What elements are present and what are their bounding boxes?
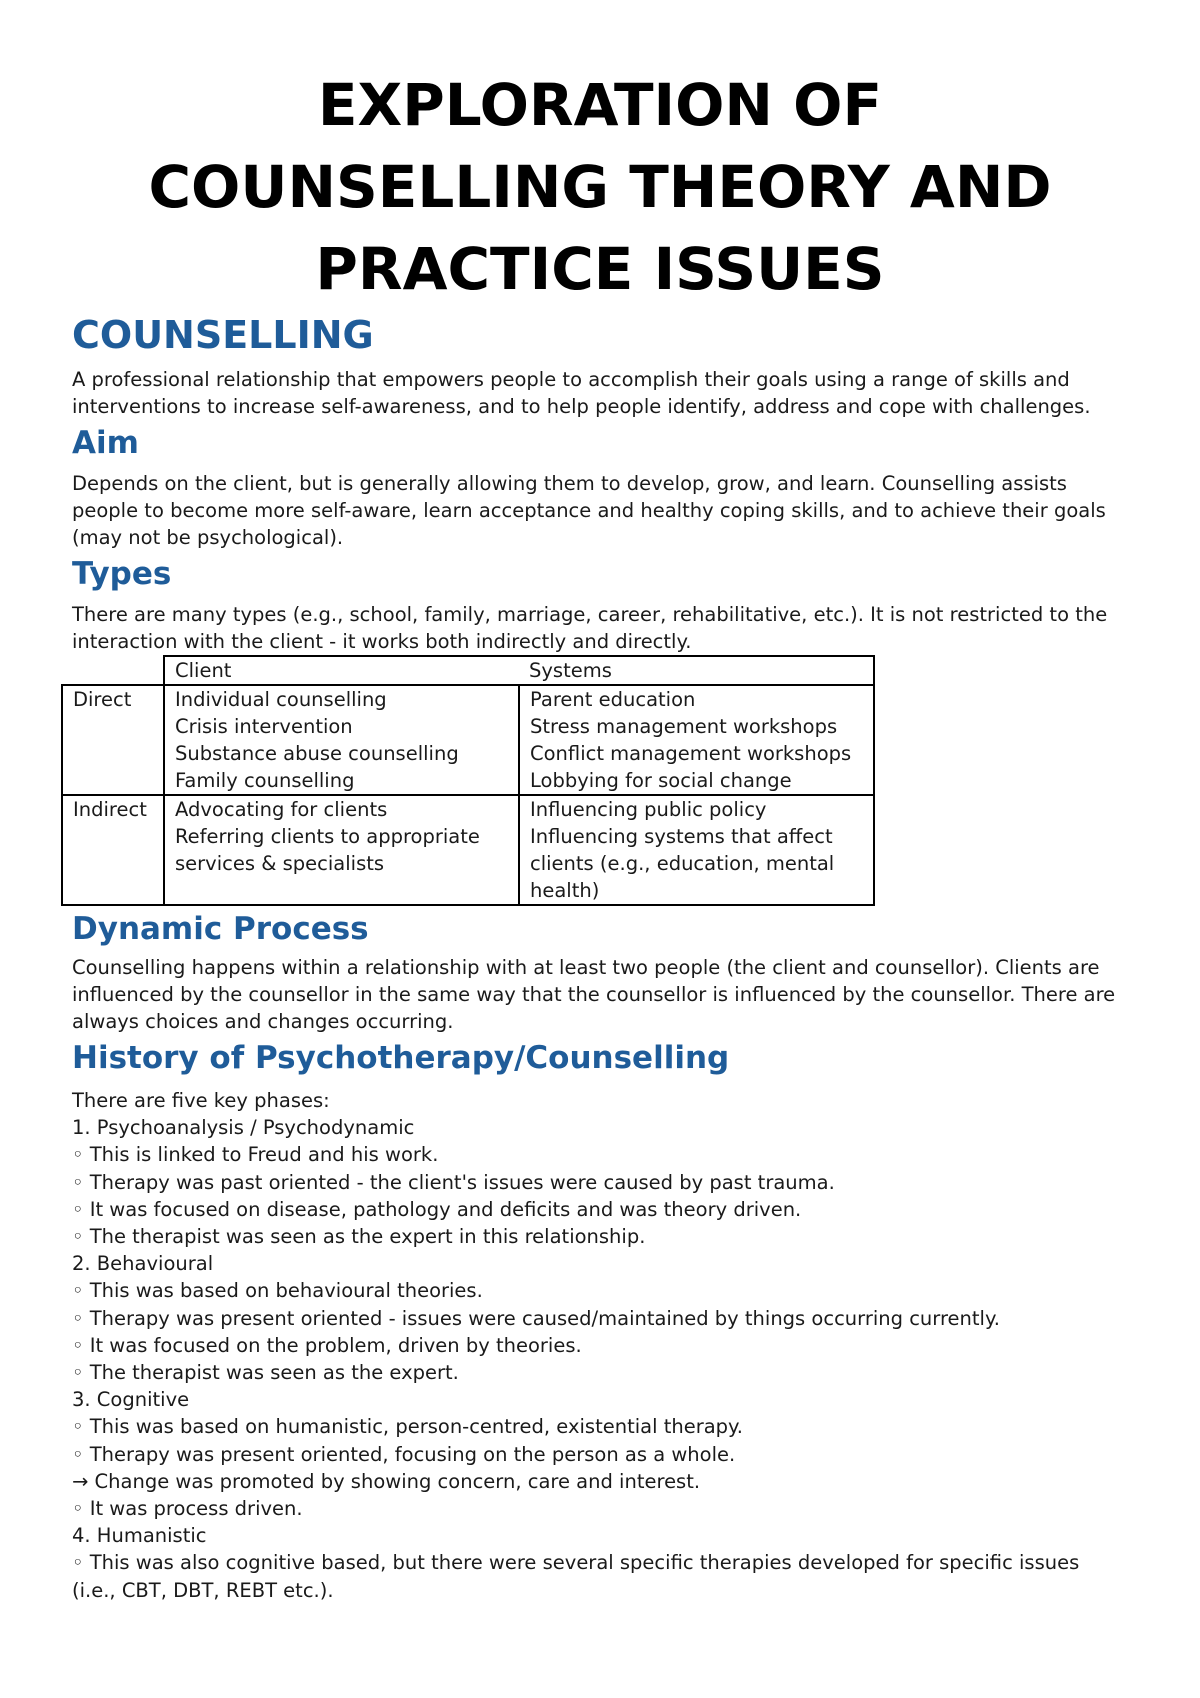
list-item: There are five key phases: xyxy=(72,1089,330,1112)
list-item: 1. Psychoanalysis / Psychodynamic xyxy=(72,1116,415,1140)
history-list xyxy=(72,1087,1128,1604)
list-item: ◦ This was based on behavioural theories. xyxy=(72,1279,483,1303)
heading-history: History of Psychotherapy/Counselling xyxy=(72,1040,730,1076)
column-header-systems: Systems xyxy=(519,656,874,685)
list-item: ◦ Therapy was past oriented - the client's issues were caused by past trauma. xyxy=(72,1170,835,1194)
direct-systems-cell xyxy=(519,685,874,795)
cell-line: Crisis intervention xyxy=(175,715,353,738)
cell-line: Lobbying for social change xyxy=(530,769,792,792)
list-item: (i.e., CBT, DBT, REBT etc.). xyxy=(72,1578,334,1602)
list-item: 4. Humanistic xyxy=(72,1524,207,1548)
list-item: ◦ The therapist was seen as the expert in this relationship. xyxy=(72,1225,646,1249)
table-corner-cell xyxy=(62,656,164,685)
cell-line: Family counselling xyxy=(175,769,355,792)
types-table-header xyxy=(62,656,874,685)
cell-line: Referring clients to appropriate services & specialists xyxy=(175,825,480,875)
cell-line: Stress management workshops xyxy=(530,715,838,738)
document-title xyxy=(72,0,1128,310)
cell-line: Influencing systems that affect clients (e.g., education, mental health) xyxy=(530,825,835,902)
list-item: 2. Behavioural xyxy=(72,1252,214,1276)
cell-line: Substance abuse counselling xyxy=(175,742,459,765)
title-line: COUNSELLING THEORY AND xyxy=(148,153,1052,221)
cell-line: Individual counselling xyxy=(175,688,387,711)
counselling-text: A professional relationship that empowers people to accomplish their goals using a range of skills and interventions to increase self-awareness, and to help people identify, address and cope with challenges. xyxy=(72,368,1091,418)
row-label-indirect: Indirect xyxy=(62,795,164,905)
list-item: ◦ It was focused on the problem, driven by theories. xyxy=(72,1333,582,1357)
aim-text: Depends on the client, but is generally allowing them to develop, grow, and learn. Counselling assists people to become more self-aware, learn acceptance and healthy coping skills, and to achieve their goals (may not be psychological). xyxy=(72,472,1106,549)
types-table xyxy=(61,655,875,906)
heading-aim: Aim xyxy=(72,425,139,461)
cell-line: Parent education xyxy=(530,688,696,711)
row-label-direct: Direct xyxy=(62,685,164,795)
cell-line: Advocating for clients xyxy=(175,798,388,821)
cell-line: Influencing public policy xyxy=(530,798,767,821)
list-item: ◦ This is linked to Freud and his work. xyxy=(72,1143,439,1167)
list-item: ◦ Therapy was present oriented - issues were caused/maintained by things occurring currently. xyxy=(72,1306,1000,1330)
list-item: ◦ This was based on humanistic, person-centred, existential therapy. xyxy=(72,1415,743,1439)
types-text: There are many types (e.g., school, family, marriage, career, rehabilitative, etc.). It is not restricted to the interaction with the client - it works both indirectly and directly. xyxy=(72,603,1108,653)
cell-line: Conflict management workshops xyxy=(530,742,852,765)
title-line: EXPLORATION OF xyxy=(317,71,883,139)
list-item: 3. Cognitive xyxy=(72,1388,190,1412)
table-row-indirect xyxy=(62,795,874,905)
title-line: PRACTICE ISSUES xyxy=(315,235,885,303)
list-item: ◦ This was also cognitive based, but there were several specific therapies developed for specific issues xyxy=(72,1551,1080,1575)
dynamic-process-text: Counselling happens within a relationship with at least two people (the client and counsellor). Clients are influenced by the counsellor in the same way that the counsellor is influenced by the counsellor. There are always choices and changes occurring. xyxy=(72,956,1116,1033)
list-item: → Change was promoted by showing concern, care and interest. xyxy=(72,1469,701,1493)
heading-counselling: COUNSELLING xyxy=(72,313,374,357)
list-item: ◦ It was process driven. xyxy=(72,1497,303,1521)
list-item: ◦ Therapy was present oriented, focusing on the person as a whole. xyxy=(72,1442,736,1466)
list-item: ◦ The therapist was seen as the expert. xyxy=(72,1361,459,1385)
list-item: ◦ It was focused on disease, pathology and deficits and was theory driven. xyxy=(72,1197,802,1221)
column-header-client: Client xyxy=(164,656,519,685)
table-row-direct xyxy=(62,685,874,795)
indirect-systems-cell xyxy=(519,795,874,905)
heading-types: Types xyxy=(72,556,172,592)
heading-dynamic-process: Dynamic Process xyxy=(72,911,369,947)
indirect-client-cell xyxy=(164,795,519,905)
direct-client-cell xyxy=(164,685,519,795)
